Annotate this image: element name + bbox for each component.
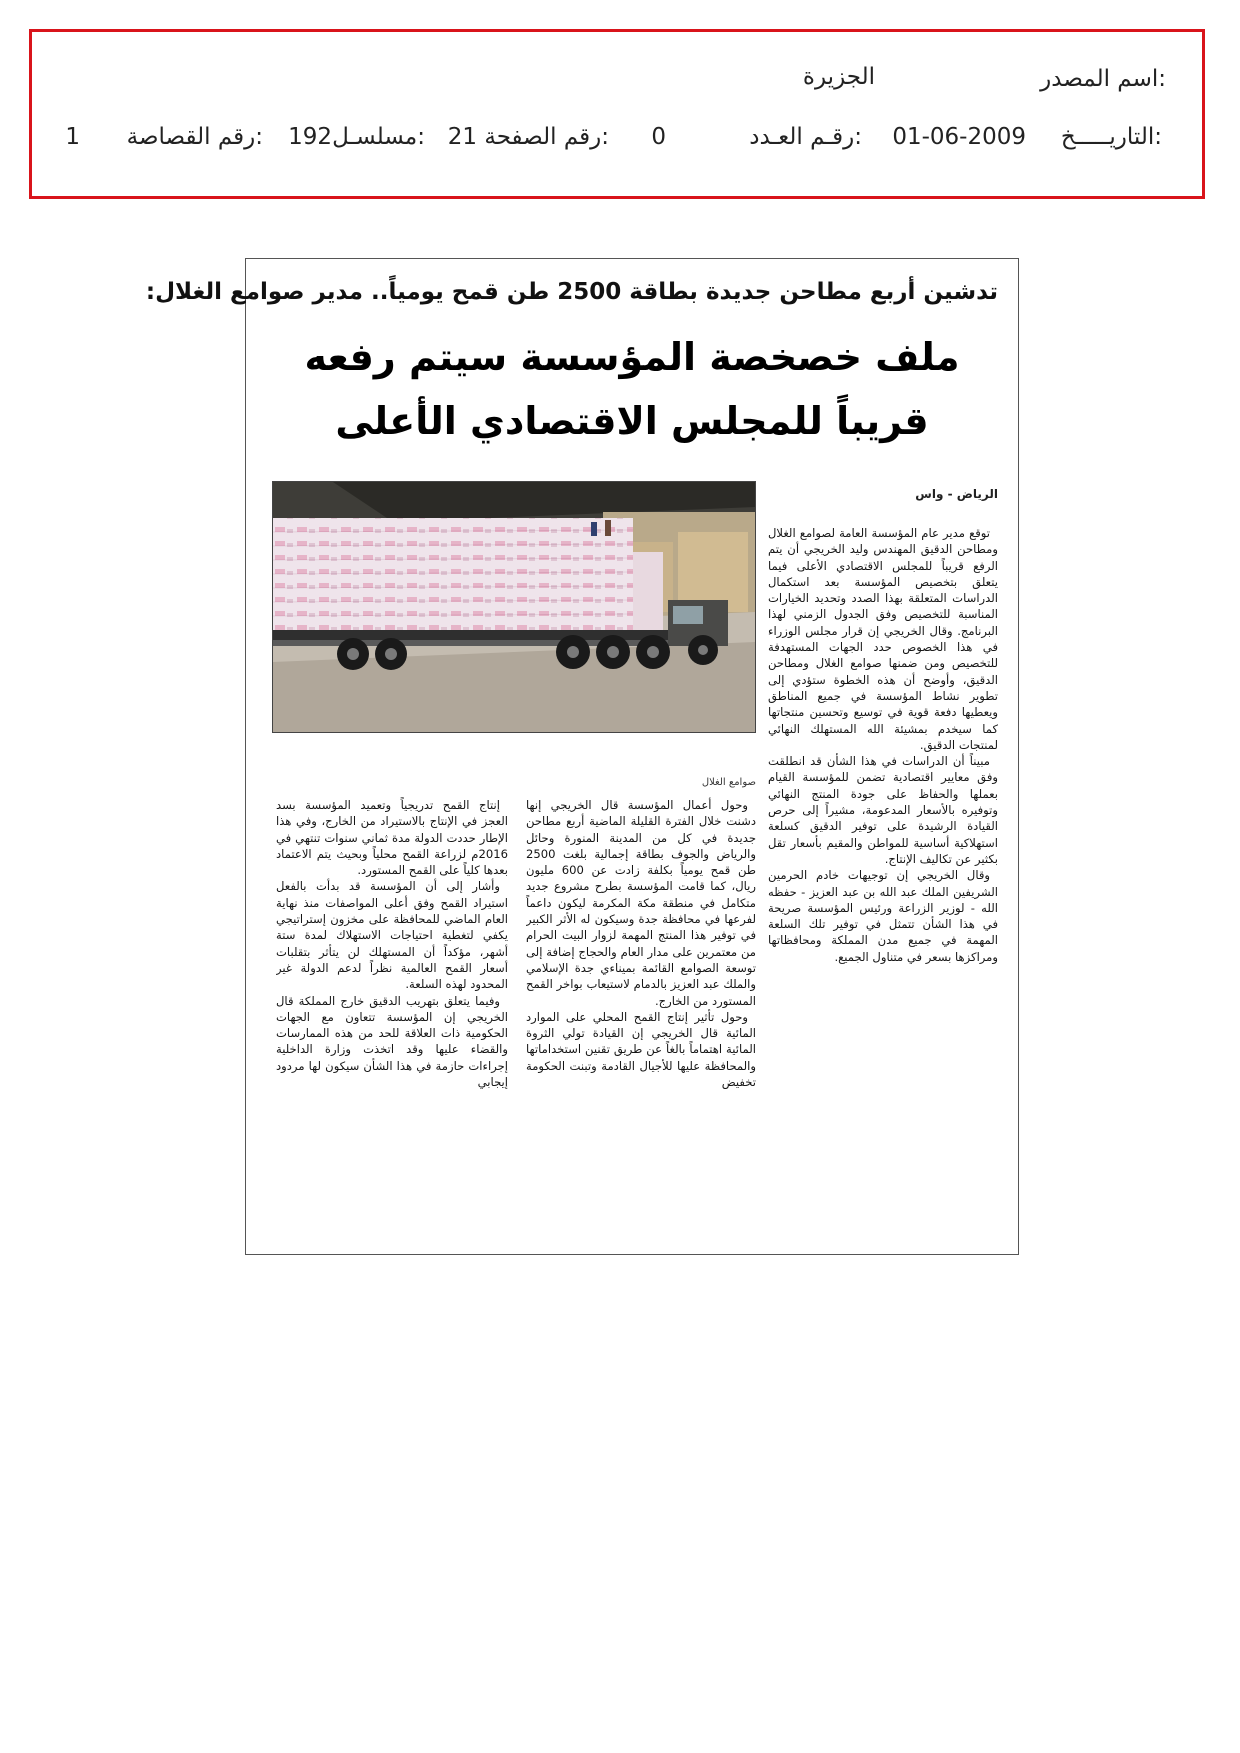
article-column-middle	[526, 797, 756, 1247]
clip-value: 1	[65, 124, 80, 150]
paragraph: مبيناً أن الدراسات في هذا الشأن قد انطلقت وفق معايير اقتصادية تضمن للمؤسسة القيام بعملها والحفاظ على جودة المنتج النهائي وتوفيره بالأسعار المدعومة، مشيراً إلى حرص القيادة الرشيدة على توفير الدقيق كسلعة استهلاكية أساسية للمواطن والمقيم بأسعار تقل بكثير عن تكاليف الإنتاج.	[768, 754, 998, 866]
article-column-right	[768, 525, 998, 1245]
article-kicker: تدشين أربع مطاحن جديدة بطاقة 2500 طن قمح يومياً.. مدير صوامع الغلال:	[145, 279, 998, 305]
page-value: 21	[447, 124, 477, 150]
photo-caption: صوامع الغلال	[701, 777, 756, 788]
paragraph: وقال الخريجي إن توجيهات خادم الحرمين الشريفين الملك عبد الله بن عبد العزيز - حفظه الله - لوزير الزراعة ورئيس المؤسسة صريحة في هذا الشأن تتمثل في توفير تلك السلعة المهمة في جميع مدن المملكة ومحافظاتها ومراكزها بسعر في متناول الجميع.	[768, 868, 998, 964]
paragraph: إنتاج القمح تدريجياً وتعميد المؤسسة بسد العجز في الإنتاج بالاستيراد من الخارج، وفي هذا الإطار حددت الدولة مدة ثماني سنوات تنتهي في 2016م لزراعة القمح محلياً وبحيث يتم الاعتماد بعدها كلياً على القمح المستورد.	[276, 798, 508, 878]
clip-label: رقم القصاصة:	[126, 124, 263, 150]
article-column-left	[276, 797, 508, 1247]
issue-label: رقـم العـدد:	[749, 124, 862, 150]
trucks-photo-illustration	[273, 482, 755, 732]
source-label: اسم المصدر:	[1040, 66, 1166, 92]
article-headline-line2: قريباً للمجلس الاقتصادي الأعلى	[335, 399, 929, 443]
issue-value: 0	[651, 124, 666, 150]
serial-value: 192	[288, 124, 332, 150]
paragraph: وفيما يتعلق بتهريب الدقيق خارج المملكة قال الخريجي إن المؤسسة تتعاون مع الجهات الحكومية ذات العلاقة للحد من هذه الممارسات والقضاء عليها وقد اتخذت وزارة الداخلية إجراءات حازمة في هذا الشأن سيكون لها مردود إيجابي	[276, 993, 508, 1090]
source-value: الجزيرة	[802, 64, 875, 90]
article-headline-line1: ملف خصخصة المؤسسة سيتم رفعه	[304, 335, 960, 379]
page-label: رقم الصفحة:	[484, 124, 609, 150]
serial-label: مسلسـل:	[332, 124, 425, 150]
date-label: التاريـــــخ:	[1060, 124, 1162, 150]
article-dateline: الرياض - واس	[915, 487, 998, 501]
paragraph: وحول تأثير إنتاج القمح المحلي على الموارد المائية قال الخريجي إن القيادة تولي الثروة المائية اهتماماً بالغاً عن طريق تقنين استخداماتها والمحافظة عليها للأجيال القادمة وتبنت الحكومة تخفيض	[526, 1009, 756, 1090]
paragraph: توقع مدير عام المؤسسة العامة لصوامع الغلال ومطاحن الدقيق المهندس وليد الخريجي أن يتم الرفع قريباً للمجلس الاقتصادي الأعلى فيما يتعلق بتخصيص المؤسسة بعد استكمال الدراسات المتعلقة بهذا الصدد وتحديد الخيارات المناسبة للتخصيص وفق الجدول الزمني لهذا البرنامج. وقال الخريجي إن قرار مجلس الوزراء في هذا الخصوص حدد الجهات المستهدفة للتخصيص ومن ضمنها صوامع الغلال ومطاحن الدقيق، وأوضح أن هذه الخطوة ستؤدي إلى تطوير نشاط المؤسسة في جميع المناطق ويعطيها دفعة قوية في توسيع وتحسين منتجاتها كما سيخدم بمشيئة الله المستهلك النهائي لمنتجات الدقيق.	[768, 526, 998, 752]
article-photo	[272, 481, 756, 733]
newspaper-clipping	[145, 258, 1019, 1255]
date-value: 01-06-2009	[892, 124, 1026, 150]
metadata-header-box	[29, 29, 1205, 199]
paragraph: وحول أعمال المؤسسة قال الخريجي إنها دشنت خلال الفترة القليلة الماضية أربع مطاحن جديدة في كل من المدينة المنورة وحائل والرياض والجوف بطاقة إجمالية بلغت 2500 طن قمح يومياً بكلفة زادت عن 600 مليون ريال، كما قامت المؤسسة بطرح مشروع جديد متكامل في منطقة مكة المكرمة ليكون داعماً لفرعها في محافظة جدة وسيكون له الأثر الكبير في توفير هذا المنتج المهمة لزوار البيت الحرام من معتمرين على مدار العام والحجاج إضافة إلى توسعة الصوامع القائمة بميناءي جدة الإسلامي والملك عبد العزيز بالدمام لاستيعاب بواخر القمح المستورد من الخارج.	[526, 798, 756, 1008]
paragraph: وأشار إلى أن المؤسسة قد بدأت بالفعل استيراد القمح وفق أعلى المواصفات منذ نهاية العام الماضي للمحافظة على مخزون إستراتيجي يكفي لتغطية احتياجات الاستهلاك لمدة ستة أشهر، مؤكداً أن المستهلك لن يتأثر بتقلبات أسعار القمح العالمية نظراً لدعم الدولة غير المحدود لهذه السلعة.	[276, 879, 508, 992]
